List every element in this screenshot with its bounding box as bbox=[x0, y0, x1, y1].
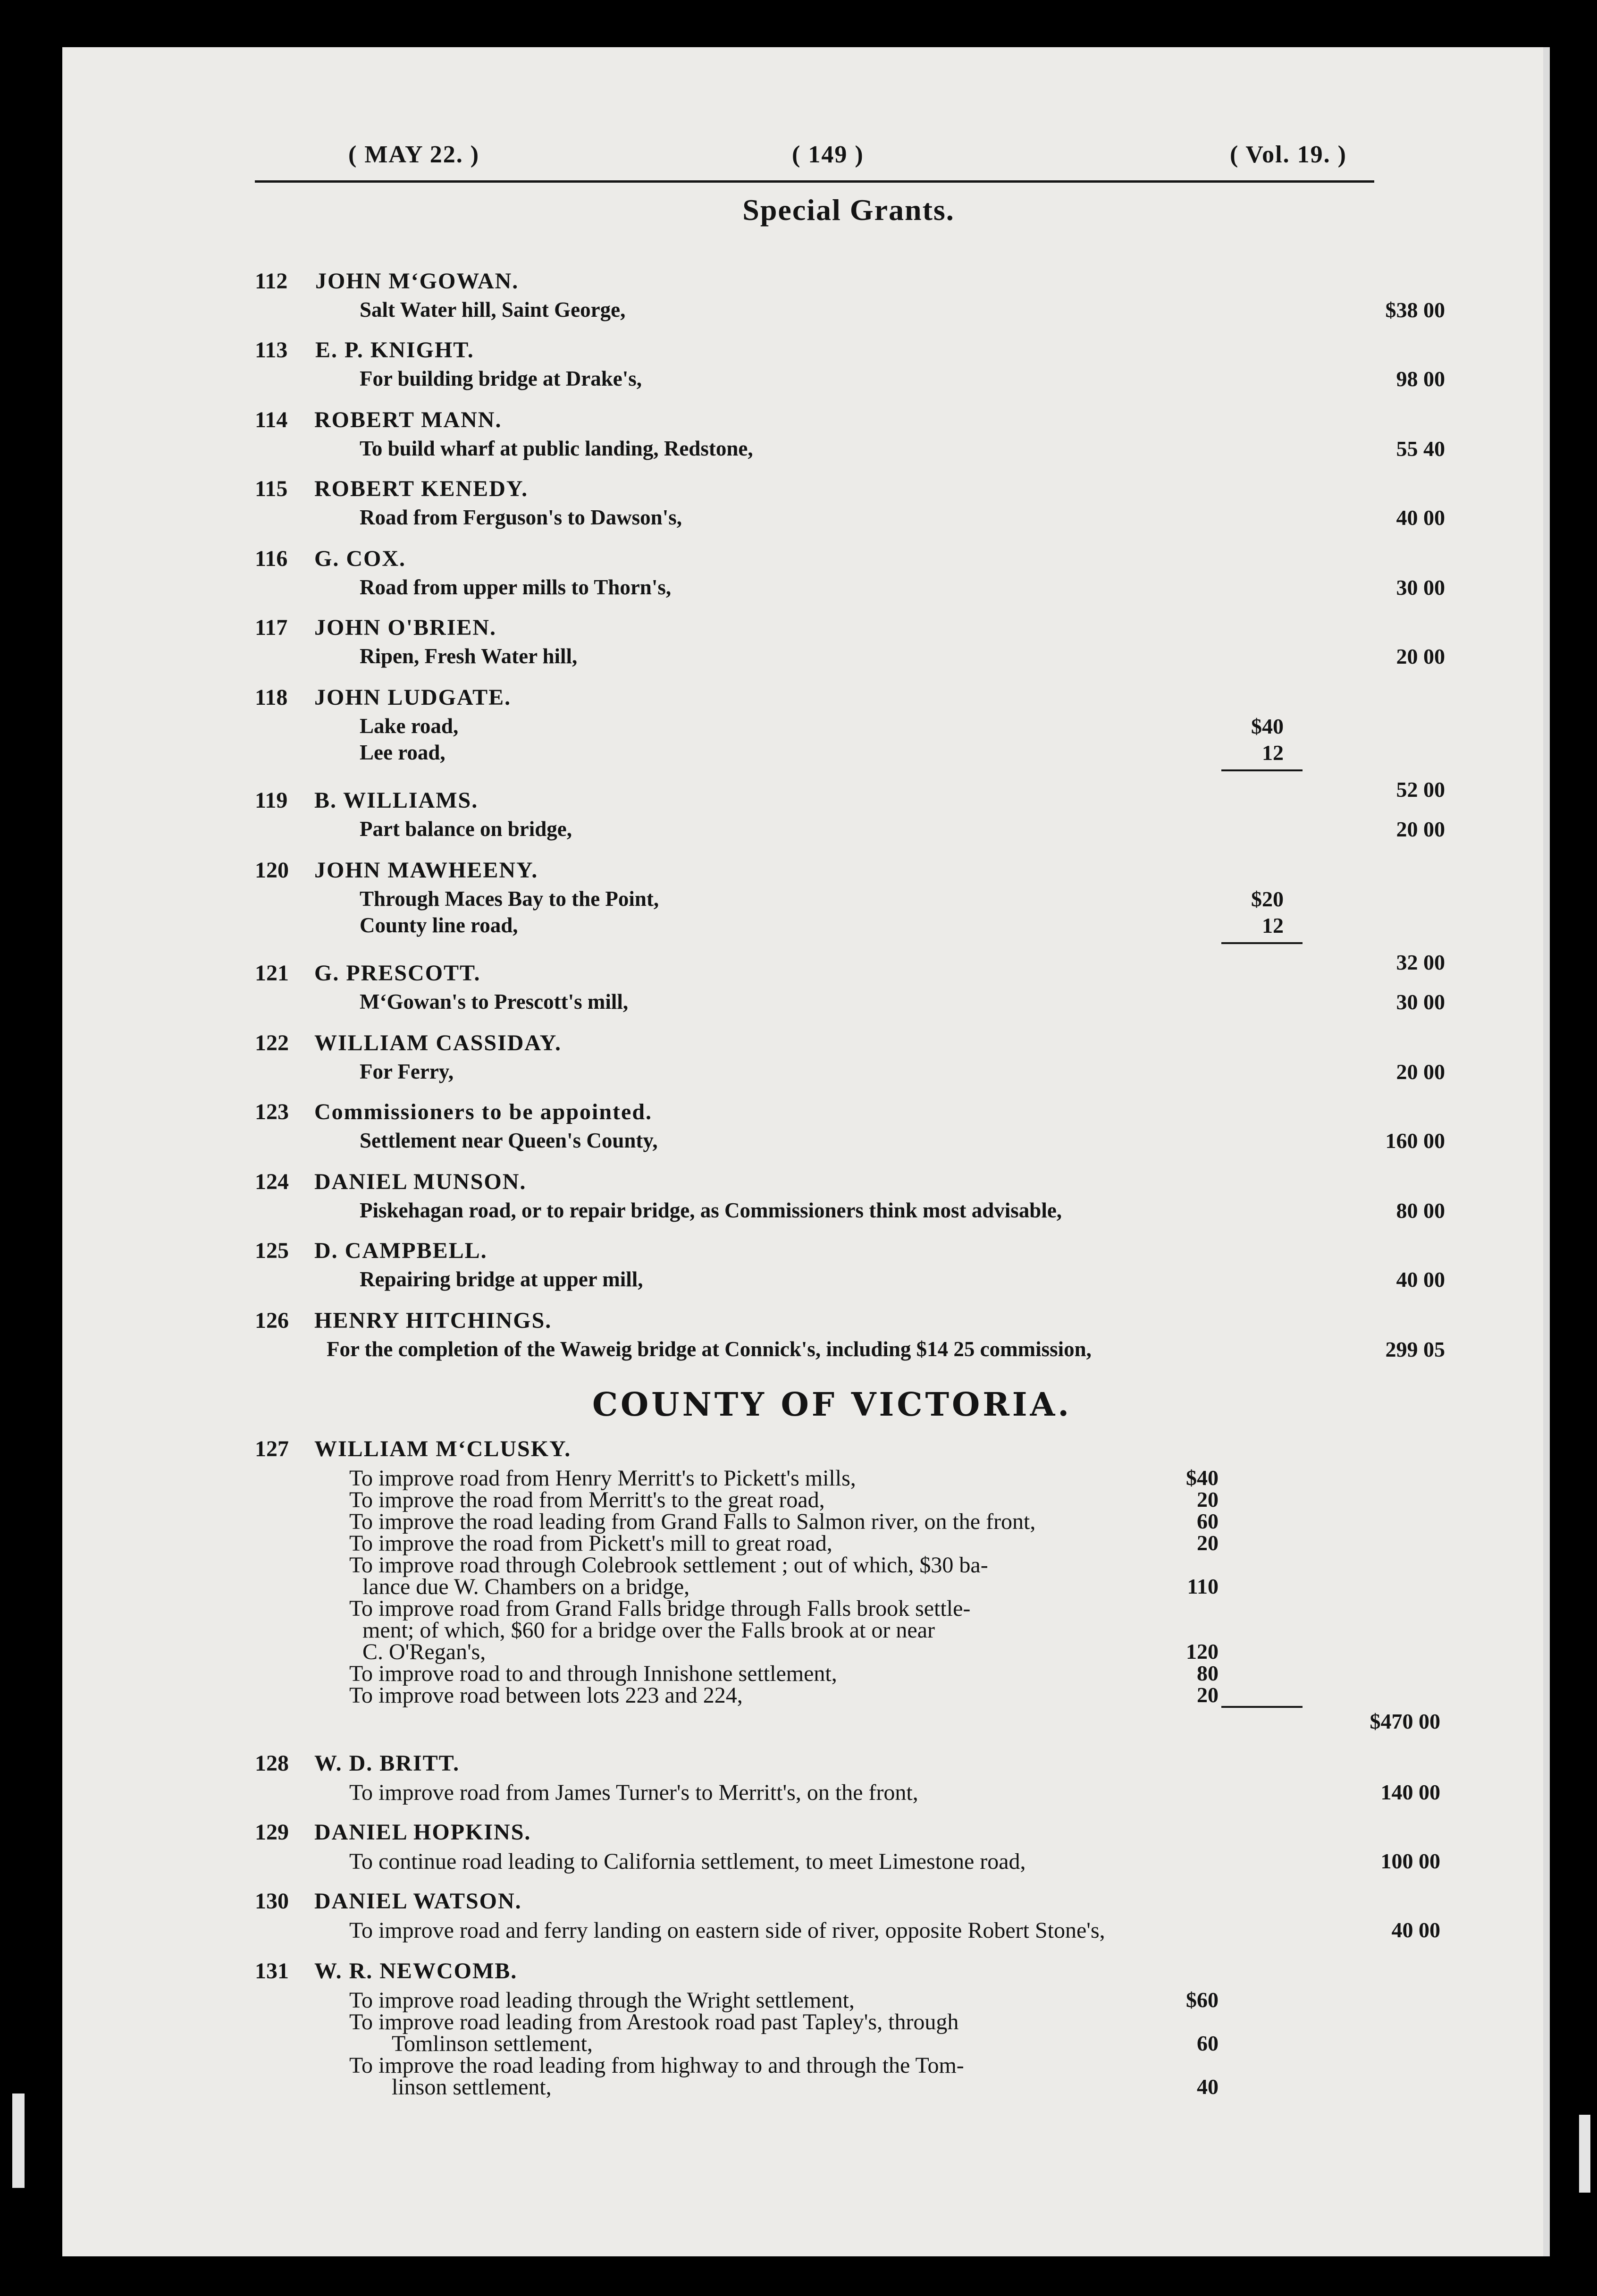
entry-description: Settlement near Queen's County, bbox=[360, 1129, 658, 1152]
entry-amount: 80 00 bbox=[1396, 1199, 1445, 1223]
entry-description: For building bridge at Drake's, bbox=[360, 367, 642, 390]
entry-number: 127 bbox=[255, 1436, 289, 1461]
entry-number: 118 bbox=[255, 685, 288, 710]
entry-number: 131 bbox=[255, 1958, 289, 1984]
entry-amount: 20 00 bbox=[1396, 1060, 1445, 1084]
scan-mark-left bbox=[12, 2093, 25, 2188]
entry-amount: 52 00 bbox=[1396, 777, 1445, 802]
entry-name: DANIEL HOPKINS. bbox=[314, 1820, 531, 1845]
entry-number: 114 bbox=[255, 407, 288, 432]
entry-item-amount: 80 bbox=[1197, 1661, 1219, 1685]
special-grants-title: Special Grants. bbox=[742, 193, 955, 227]
entry-number: 124 bbox=[255, 1169, 289, 1194]
entry-name: JOHN M‘GOWAN. bbox=[315, 269, 519, 294]
header-date: ( MAY 22. ) bbox=[348, 141, 480, 168]
entry-item-amount: $20 bbox=[1251, 887, 1284, 911]
entry-item-line: lance due W. Chambers on a bridge, bbox=[362, 1574, 690, 1599]
entry-name: W. R. NEWCOMB. bbox=[314, 1958, 518, 1984]
entry-description: To improve road and ferry landing on eastern side of river, opposite Robert Stone's, bbox=[349, 1918, 1105, 1943]
entry-number: 115 bbox=[255, 476, 288, 501]
entry-description: Ripen, Fresh Water hill, bbox=[360, 644, 578, 668]
entry-item-line: C. O'Regan's, bbox=[362, 1639, 486, 1664]
entry-amount: 20 00 bbox=[1396, 644, 1445, 668]
document-page bbox=[62, 47, 1550, 2256]
entry-name: ROBERT MANN. bbox=[314, 407, 502, 432]
entry-description: Salt Water hill, Saint George, bbox=[360, 298, 626, 321]
entry-name: JOHN MAWHEENY. bbox=[314, 858, 538, 883]
entry-name: DANIEL WATSON. bbox=[314, 1889, 522, 1914]
entry-number: 116 bbox=[255, 546, 288, 571]
entry-number: 130 bbox=[255, 1889, 289, 1914]
entry-number: 122 bbox=[255, 1030, 289, 1055]
subtotal-rule bbox=[1221, 1706, 1303, 1708]
entry-number: 125 bbox=[255, 1238, 289, 1263]
entry-amount: 40 00 bbox=[1391, 1918, 1440, 1942]
entry-item-line: To improve road through Colebrook settlement ; out of which, $30 ba- bbox=[349, 1553, 988, 1578]
entry-amount: 98 00 bbox=[1396, 367, 1445, 391]
header-volume: ( Vol. 19. ) bbox=[1230, 141, 1347, 168]
entry-description: M‘Gowan's to Prescott's mill, bbox=[360, 990, 629, 1013]
entry-item-text: Lee road, bbox=[360, 741, 445, 764]
entry-item-amount: 40 bbox=[1197, 2075, 1219, 2099]
entry-item-amount: $60 bbox=[1186, 1988, 1219, 2012]
entry-name: W. D. BRITT. bbox=[314, 1751, 460, 1776]
entry-number: 128 bbox=[255, 1751, 289, 1776]
entry-number: 113 bbox=[255, 338, 288, 363]
entry-item-text: County line road, bbox=[360, 913, 518, 937]
entry-item-line: To improve road leading from Arestook road past Tapley's, through bbox=[349, 2009, 959, 2034]
entry-amount: 299 05 bbox=[1385, 1337, 1445, 1361]
entry-item-line: To improve road from Grand Falls bridge through Falls brook settle- bbox=[349, 1596, 971, 1621]
entry-description: Repairing bridge at upper mill, bbox=[360, 1267, 643, 1291]
entry-amount: 30 00 bbox=[1396, 575, 1445, 599]
county-victoria-title: COUNTY OF VICTORIA. bbox=[592, 1386, 1072, 1424]
entry-description: For the completion of the Waweig bridge at Connick's, including $14 25 commission, bbox=[327, 1337, 1092, 1361]
entry-description: Road from upper mills to Thorn's, bbox=[360, 575, 672, 599]
entry-amount: 160 00 bbox=[1385, 1129, 1445, 1153]
entry-name: G. PRESCOTT. bbox=[314, 961, 481, 986]
entry-name: Commissioners to be appointed. bbox=[314, 1099, 653, 1124]
header-page-number: ( 149 ) bbox=[792, 141, 864, 168]
entry-number: 129 bbox=[255, 1820, 289, 1845]
entry-description: To continue road leading to California settlement, to meet Limestone road, bbox=[349, 1849, 1026, 1874]
entry-name: E. P. KNIGHT. bbox=[315, 338, 474, 363]
entry-amount: $38 00 bbox=[1385, 298, 1445, 322]
entry-item-amount: $40 bbox=[1186, 1466, 1219, 1490]
entry-description: For Ferry, bbox=[360, 1060, 454, 1083]
scan-mark-right bbox=[1579, 2115, 1590, 2193]
entry-number: 120 bbox=[255, 858, 289, 883]
header-rule bbox=[255, 180, 1374, 183]
entry-amount: 40 00 bbox=[1396, 506, 1445, 530]
entry-description: Piskehagan road, or to repair bridge, as Commissioners think most advisable, bbox=[360, 1199, 1062, 1222]
entry-item-line: To improve the road from Pickett's mill to great road, bbox=[349, 1531, 832, 1556]
entry-name: JOHN O'BRIEN. bbox=[314, 615, 497, 640]
entry-amount: 100 00 bbox=[1380, 1849, 1440, 1873]
entry-number: 121 bbox=[255, 961, 289, 986]
subtotal-rule bbox=[1221, 769, 1303, 771]
entry-item-text: Lake road, bbox=[360, 714, 459, 738]
entry-item-text: Through Maces Bay to the Point, bbox=[360, 887, 659, 911]
entry-number: 112 bbox=[255, 269, 288, 294]
entry-description: Part balance on bridge, bbox=[360, 817, 572, 841]
entry-item-line: linson settlement, bbox=[392, 2075, 552, 2100]
entry-item-line: To improve the road leading from highway to and through the Tom- bbox=[349, 2053, 964, 2078]
entry-name: WILLIAM M‘CLUSKY. bbox=[314, 1436, 572, 1461]
entry-total: $470 00 bbox=[1370, 1709, 1440, 1733]
entry-item-amount: $40 bbox=[1251, 714, 1284, 738]
entry-number: 119 bbox=[255, 788, 288, 813]
entry-item-amount: 12 bbox=[1262, 741, 1284, 765]
entry-item-amount: 60 bbox=[1197, 2031, 1219, 2055]
entry-name: JOHN LUDGATE. bbox=[314, 685, 512, 710]
entry-description: To improve road from James Turner's to Merritt's, on the front, bbox=[349, 1780, 918, 1805]
subtotal-rule bbox=[1221, 942, 1303, 944]
entry-item-amount: 20 bbox=[1197, 1487, 1219, 1511]
entry-description: To build wharf at public landing, Redstone, bbox=[360, 437, 753, 460]
entry-item-amount: 60 bbox=[1197, 1509, 1219, 1533]
entry-amount: 20 00 bbox=[1396, 817, 1445, 841]
entry-amount: 140 00 bbox=[1380, 1780, 1440, 1804]
document-content bbox=[62, 47, 1550, 2256]
entry-item-line: Tomlinson settlement, bbox=[392, 2031, 593, 2056]
entry-amount: 55 40 bbox=[1396, 437, 1445, 461]
entry-amount: 30 00 bbox=[1396, 990, 1445, 1014]
entry-item-line: To improve the road leading from Grand Falls to Salmon river, on the front, bbox=[349, 1509, 1036, 1534]
entry-name: B. WILLIAMS. bbox=[314, 788, 479, 813]
entry-number: 123 bbox=[255, 1099, 289, 1124]
entry-item-amount: 20 bbox=[1197, 1683, 1219, 1707]
entry-name: HENRY HITCHINGS. bbox=[314, 1308, 552, 1333]
entry-amount: 40 00 bbox=[1396, 1267, 1445, 1292]
entry-item-line: ment; of which, $60 for a bridge over the Falls brook at or near bbox=[362, 1618, 935, 1643]
entry-number: 126 bbox=[255, 1308, 289, 1333]
entry-name: ROBERT KENEDY. bbox=[314, 476, 529, 501]
entry-item-amount: 110 bbox=[1187, 1574, 1219, 1598]
entry-item-line: To improve road between lots 223 and 224, bbox=[349, 1683, 743, 1708]
entry-item-line: To improve road leading through the Wright settlement, bbox=[349, 1988, 855, 2013]
entry-description: Road from Ferguson's to Dawson's, bbox=[360, 506, 682, 529]
entry-item-amount: 120 bbox=[1186, 1639, 1219, 1663]
entry-item-line: To improve the road from Merritt's to the great road, bbox=[349, 1487, 825, 1512]
entry-name: G. COX. bbox=[314, 546, 406, 571]
entry-amount: 32 00 bbox=[1396, 950, 1445, 974]
entry-name: D. CAMPBELL. bbox=[314, 1238, 488, 1263]
entry-item-amount: 20 bbox=[1197, 1531, 1219, 1555]
entry-item-line: To improve road to and through Innishone settlement, bbox=[349, 1661, 837, 1686]
entry-item-line: To improve road from Henry Merritt's to Pickett's mills, bbox=[349, 1466, 856, 1491]
entry-name: DANIEL MUNSON. bbox=[314, 1169, 527, 1194]
page-edge bbox=[1543, 47, 1550, 2256]
entry-name: WILLIAM CASSIDAY. bbox=[314, 1030, 562, 1055]
entry-number: 117 bbox=[255, 615, 288, 640]
entry-item-amount: 12 bbox=[1262, 913, 1284, 937]
